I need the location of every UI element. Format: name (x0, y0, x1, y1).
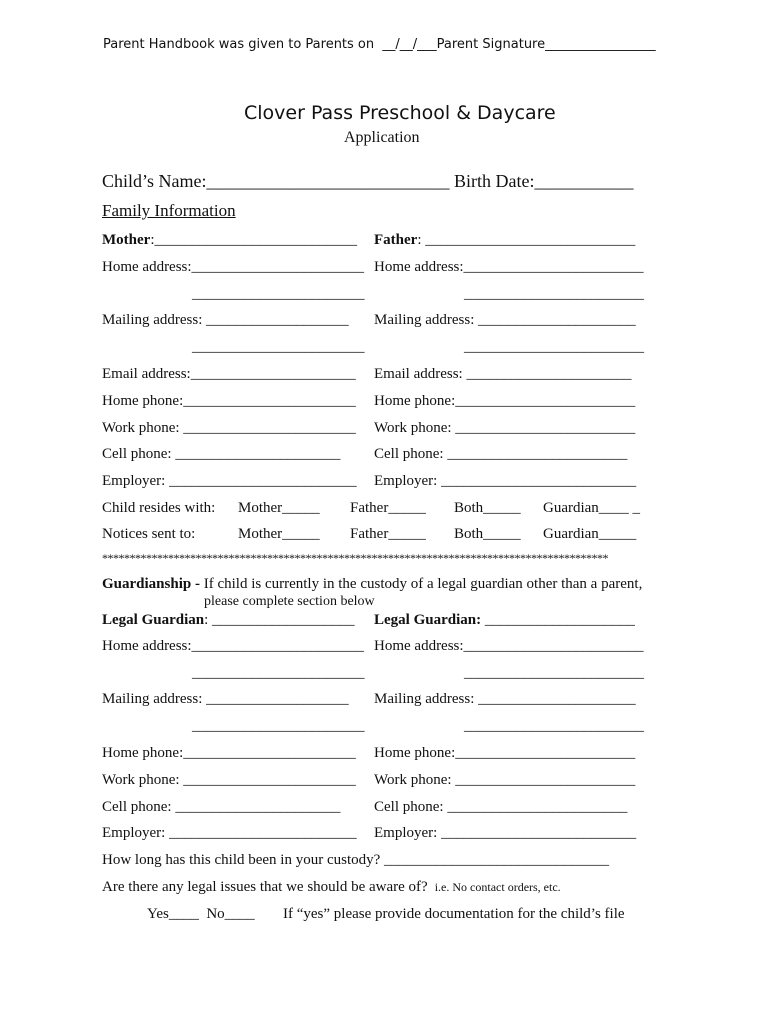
mother-work-phone-field[interactable]: Work phone: _______________________ (102, 420, 356, 436)
resides-both-option[interactable]: Both_____ (454, 500, 521, 516)
legal-guardian-left-line: : ___________________ (204, 612, 355, 628)
guardianship-label: Guardianship - (102, 576, 200, 592)
father-field[interactable] (374, 233, 635, 248)
legal-guardian-left-label: Legal Guardian (102, 612, 205, 628)
father-label: Father (374, 232, 418, 248)
father-email-field[interactable]: Email address: ______________________ (374, 366, 632, 382)
guardian2-employer-field[interactable]: Employer: __________________________ (374, 825, 637, 841)
guardianship-intro (102, 577, 642, 592)
mother-line: :___________________________ (150, 232, 357, 248)
custody-duration-field[interactable]: How long has this child been in your custody? ______________________________ (102, 852, 610, 868)
mother-mailing-address-line-2[interactable]: _______________________ (192, 339, 365, 355)
notices-sent-to-label: Notices sent to: (102, 526, 196, 542)
section-divider: ******************************************************************************************** (102, 552, 608, 564)
legal-guardian-right-line: ____________________ (481, 612, 635, 628)
guardian2-home-address-line-2[interactable]: ________________________ (464, 665, 644, 681)
legal-guardian-right-field[interactable] (374, 613, 635, 628)
guardian1-home-address-field[interactable]: Home address:_______________________ (102, 638, 365, 654)
guardian1-work-phone-field[interactable]: Work phone: _______________________ (102, 772, 356, 788)
mother-mailing-address-field[interactable]: Mailing address: ___________________ (102, 312, 349, 328)
father-mailing-address-field[interactable]: Mailing address: _____________________ (374, 312, 636, 328)
legal-issues-question (102, 880, 561, 895)
father-work-phone-field[interactable]: Work phone: ________________________ (374, 420, 636, 436)
child-name-field[interactable]: Child’s Name:___________________________ Birth Date:___________ (102, 171, 634, 191)
legal-issues-example: i.e. No contact orders, etc. (434, 880, 561, 894)
guardian2-cell-phone-field[interactable]: Cell phone: ________________________ (374, 799, 628, 815)
father-home-address-field[interactable]: Home address:________________________ (374, 259, 644, 275)
father-cell-phone-field[interactable]: Cell phone: ________________________ (374, 446, 628, 462)
guardianship-text-2: please complete section below (204, 594, 375, 609)
mother-field[interactable] (102, 233, 357, 248)
notices-father-option[interactable]: Father_____ (350, 526, 426, 542)
guardian1-home-phone-field[interactable]: Home phone:_______________________ (102, 745, 356, 761)
guardian1-cell-phone-field[interactable]: Cell phone: ______________________ (102, 799, 341, 815)
mother-email-field[interactable]: Email address:______________________ (102, 366, 356, 382)
legal-issues-yes-no[interactable]: Yes____ No____ (147, 906, 255, 922)
mother-home-address-field[interactable]: Home address:_______________________ (102, 259, 365, 275)
mother-cell-phone-field[interactable]: Cell phone: ______________________ (102, 446, 341, 462)
guardian1-mailing-address-line-2[interactable]: _______________________ (192, 718, 365, 734)
mother-home-phone-field[interactable]: Home phone:_______________________ (102, 393, 356, 409)
resides-father-option[interactable]: Father_____ (350, 500, 426, 516)
resides-with-label: Child resides with: (102, 500, 216, 516)
guardian1-mailing-address-field[interactable]: Mailing address: ___________________ (102, 691, 349, 707)
guardian2-mailing-address-line-2[interactable]: ________________________ (464, 718, 644, 734)
father-home-address-line-2[interactable]: ________________________ (464, 286, 644, 302)
legal-guardian-left-field[interactable] (102, 613, 355, 628)
guardian2-home-address-field[interactable]: Home address:________________________ (374, 638, 644, 654)
father-mailing-address-line-2[interactable]: ________________________ (464, 339, 644, 355)
legal-guardian-right-label: Legal Guardian: (374, 612, 482, 628)
guardian1-home-address-line-2[interactable]: _______________________ (192, 665, 365, 681)
guardian2-mailing-address-field[interactable]: Mailing address: _____________________ (374, 691, 636, 707)
legal-issues-text: Are there any legal issues that we should be aware of? (102, 879, 428, 895)
mother-label: Mother (102, 232, 151, 248)
notices-both-option[interactable]: Both_____ (454, 526, 521, 542)
mother-employer-field[interactable]: Employer: _________________________ (102, 473, 357, 489)
form-subtitle: Application (344, 129, 420, 146)
guardianship-text: If child is currently in the custody of a legal guardian other than a parent, (199, 576, 643, 592)
documentation-note: If “yes” please provide documentation for the child’s file (283, 906, 625, 922)
school-title: Clover Pass Preschool & Daycare (244, 102, 556, 124)
notices-guardian-option[interactable]: Guardian_____ (543, 526, 637, 542)
resides-mother-option[interactable]: Mother_____ (238, 500, 320, 516)
notices-mother-option[interactable]: Mother_____ (238, 526, 320, 542)
mother-home-address-line-2[interactable]: _______________________ (192, 286, 365, 302)
guardian2-work-phone-field[interactable]: Work phone: ________________________ (374, 772, 636, 788)
father-line: : ____________________________ (417, 232, 636, 248)
guardian2-home-phone-field[interactable]: Home phone:________________________ (374, 745, 636, 761)
resides-guardian-option[interactable]: Guardian____ _ (543, 500, 641, 516)
guardian1-employer-field[interactable]: Employer: _________________________ (102, 825, 357, 841)
handbook-note: Parent Handbook was given to Parents on __/__/___Parent Signature_________________ (103, 37, 656, 52)
father-employer-field[interactable]: Employer: __________________________ (374, 473, 637, 489)
family-information-heading: Family Information (102, 201, 236, 220)
father-home-phone-field[interactable]: Home phone:________________________ (374, 393, 636, 409)
